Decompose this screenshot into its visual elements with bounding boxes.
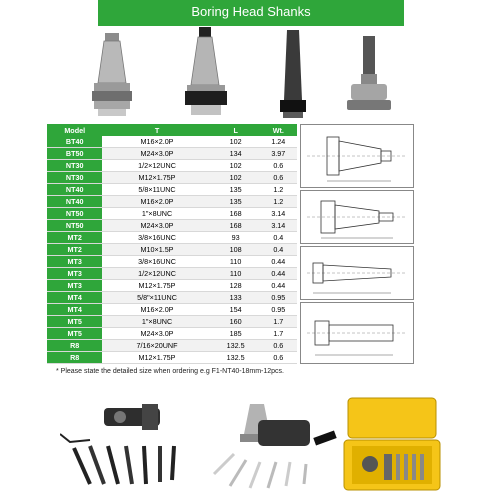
bt-shank-image: [88, 33, 136, 119]
weight-cell: 0.4: [260, 232, 297, 244]
header-thread: T: [102, 124, 211, 136]
table-row: [47, 352, 297, 364]
thread-cell: 3/8×16UNC: [102, 256, 211, 268]
weight-cell: 0.95: [260, 304, 297, 316]
model-cell: BT40: [47, 136, 102, 148]
boring-bar-set-image: [60, 404, 196, 490]
thread-cell: M12×1.75P: [102, 280, 211, 292]
header-weight: Wt.: [260, 124, 297, 136]
weight-cell: 0.6: [260, 160, 297, 172]
length-cell: 134: [212, 148, 260, 160]
table-row: [47, 172, 297, 184]
bt-shank-drawing: [300, 124, 414, 188]
weight-cell: 1.2: [260, 184, 297, 196]
table-row: [47, 160, 297, 172]
table-row: [47, 208, 297, 220]
length-cell: 133: [212, 292, 260, 304]
table-row: [47, 136, 297, 148]
length-cell: 132.5: [212, 340, 260, 352]
thread-cell: M24×3.0P: [102, 328, 211, 340]
model-cell: MT3: [47, 256, 102, 268]
length-cell: 108: [212, 244, 260, 256]
table-row: [47, 232, 297, 244]
weight-cell: 3.14: [260, 220, 297, 232]
length-cell: 93: [212, 232, 260, 244]
model-cell: MT2: [47, 244, 102, 256]
header-model: Model: [47, 124, 102, 136]
length-cell: 135: [212, 184, 260, 196]
spec-table-header: [47, 124, 297, 136]
model-cell: NT30: [47, 172, 102, 184]
thread-cell: 1/2×12UNC: [102, 268, 211, 280]
weight-cell: 3.14: [260, 208, 297, 220]
table-row: [47, 280, 297, 292]
model-cell: NT40: [47, 196, 102, 208]
model-cell: MT2: [47, 232, 102, 244]
banner-title: Boring Head Shanks: [191, 4, 311, 19]
table-row: [47, 340, 297, 352]
length-cell: 102: [212, 136, 260, 148]
length-cell: 154: [212, 304, 260, 316]
table-row: [47, 244, 297, 256]
weight-cell: 0.6: [260, 172, 297, 184]
mt-shank-drawing: [300, 246, 414, 300]
length-cell: 185: [212, 328, 260, 340]
length-cell: 168: [212, 208, 260, 220]
model-cell: MT3: [47, 280, 102, 292]
thread-cell: 5/8"×11UNC: [102, 292, 211, 304]
length-cell: 102: [212, 172, 260, 184]
table-row: [47, 196, 297, 208]
model-cell: MT5: [47, 328, 102, 340]
model-cell: NT50: [47, 220, 102, 232]
model-cell: MT4: [47, 304, 102, 316]
model-cell: R8: [47, 352, 102, 364]
table-row: [47, 220, 297, 232]
table-row: [47, 256, 297, 268]
weight-cell: 1.7: [260, 316, 297, 328]
table-row: [47, 268, 297, 280]
weight-cell: 0.44: [260, 280, 297, 292]
length-cell: 168: [212, 220, 260, 232]
model-cell: MT5: [47, 316, 102, 328]
mt-shank-image: [276, 30, 310, 120]
model-cell: R8: [47, 340, 102, 352]
length-cell: 102: [212, 160, 260, 172]
thread-cell: M24×3.0P: [102, 220, 211, 232]
thread-cell: M16×2.0P: [102, 136, 211, 148]
weight-cell: 0.4: [260, 244, 297, 256]
header-length: L: [212, 124, 260, 136]
length-cell: 110: [212, 268, 260, 280]
nt-shank-drawing: [300, 190, 414, 244]
table-row: [47, 316, 297, 328]
weight-cell: 0.44: [260, 256, 297, 268]
table-row: [47, 304, 297, 316]
thread-cell: M16×2.0P: [102, 196, 211, 208]
length-cell: 160: [212, 316, 260, 328]
model-cell: BT50: [47, 148, 102, 160]
weight-cell: 3.97: [260, 148, 297, 160]
tool-case-image: [342, 396, 442, 494]
table-row: [47, 292, 297, 304]
thread-cell: 1/2×12UNC: [102, 160, 211, 172]
weight-cell: 0.6: [260, 352, 297, 364]
weight-cell: 1.7: [260, 328, 297, 340]
model-cell: MT4: [47, 292, 102, 304]
thread-cell: M12×1.75P: [102, 172, 211, 184]
length-cell: 135: [212, 196, 260, 208]
table-row: [47, 328, 297, 340]
table-row: [47, 184, 297, 196]
weight-cell: 0.6: [260, 340, 297, 352]
nt-shank-image: [183, 27, 229, 119]
model-cell: MT3: [47, 268, 102, 280]
r8-shank-image: [345, 36, 393, 114]
thread-cell: M12×1.75P: [102, 352, 211, 364]
thread-cell: 3/8×16UNC: [102, 232, 211, 244]
model-cell: NT50: [47, 208, 102, 220]
model-cell: NT40: [47, 184, 102, 196]
thread-cell: M10×1.5P: [102, 244, 211, 256]
ordering-note: * Please state the detailed size when ordering e.g F1-NT40-18mm-12pcs.: [56, 368, 285, 375]
length-cell: 110: [212, 256, 260, 268]
weight-cell: 0.44: [260, 268, 297, 280]
thread-cell: M16×2.0P: [102, 304, 211, 316]
model-cell: NT30: [47, 160, 102, 172]
length-cell: 128: [212, 280, 260, 292]
weight-cell: 0.95: [260, 292, 297, 304]
weight-cell: 1.2: [260, 196, 297, 208]
thread-cell: 7/16×20UNF: [102, 340, 211, 352]
table-row: [47, 148, 297, 160]
thread-cell: 5/8×11UNC: [102, 184, 211, 196]
thread-cell: 1"×8UNC: [102, 316, 211, 328]
shank-with-tools-image: [210, 404, 340, 490]
thread-cell: M24×3.0P: [102, 148, 211, 160]
page-banner: [98, 0, 404, 26]
thread-cell: 1"×8UNC: [102, 208, 211, 220]
spec-table: [47, 124, 297, 364]
weight-cell: 1.24: [260, 136, 297, 148]
r8-shank-drawing: [300, 302, 414, 364]
length-cell: 132.5: [212, 352, 260, 364]
